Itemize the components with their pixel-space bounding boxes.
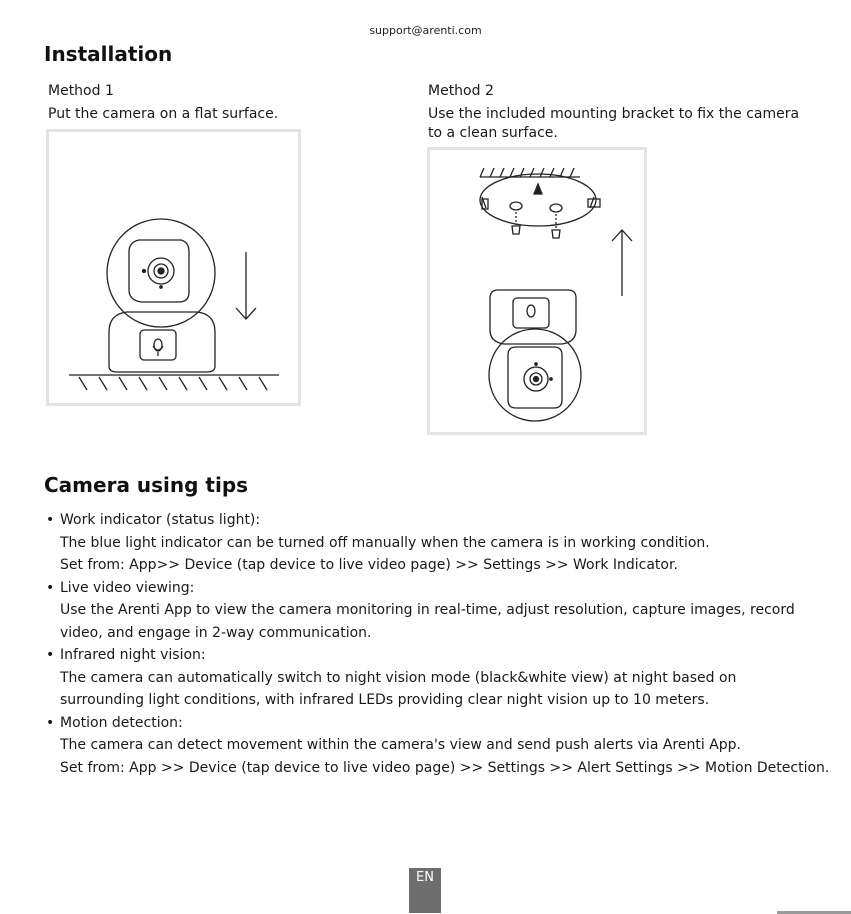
tip-text: Set from: App >> Device (tap device to live video page) >> Settings >> Alert Settings >> Motion Detection.	[60, 759, 830, 776]
tip-live-video	[46, 577, 836, 645]
support-email: support@arenti.com	[369, 24, 482, 37]
method1-figure	[46, 129, 301, 406]
tip-text: Use the Arenti App to view the camera monitoring in real-time, adjust resolution, capture images, record	[60, 602, 795, 618]
tip-text: The camera can automatically switch to night vision mode (black&white view) at night based on	[60, 669, 737, 686]
tip-text: surrounding light conditions, with infrared LEDs providing clear night vision up to 10 meters.	[60, 692, 710, 708]
language-tab: EN	[409, 868, 441, 913]
tip-text: video, and engage in 2-way communication.	[60, 624, 372, 641]
installation-title: Installation	[44, 42, 173, 66]
tip-text: The camera can detect movement within the camera's view and send push alerts via Arenti App.	[60, 737, 741, 753]
tip-night-vision	[46, 644, 836, 712]
method1-description: Put the camera on a flat surface.	[48, 106, 279, 122]
down-arrow-icon	[236, 252, 256, 319]
tips-title: Camera using tips	[44, 473, 249, 497]
method1-label: Method 1	[48, 83, 114, 99]
camera-on-surface-illustration	[49, 132, 298, 403]
tip-heading: • Infrared night vision:	[46, 644, 836, 667]
method2-description-line1: Use the included mounting bracket to fix the camera	[428, 106, 800, 122]
tip-work-indicator	[46, 509, 836, 577]
method2-description-line2: to a clean surface.	[428, 125, 558, 141]
tip-motion-detection	[46, 712, 836, 780]
tip-heading: • Motion detection:	[46, 712, 836, 735]
method2-figure	[427, 147, 647, 435]
tip-heading: • Work indicator (status light):	[46, 509, 836, 532]
up-arrow-icon	[612, 230, 632, 296]
tip-text: The blue light indicator can be turned off manually when the camera is in working condition.	[60, 534, 710, 551]
tip-heading: • Live video viewing:	[46, 577, 836, 600]
tip-text: Set from: App>> Device (tap device to live video page) >> Settings >> Work Indicator.	[60, 557, 678, 573]
method2-label: Method 2	[428, 83, 494, 99]
camera-bracket-mount-illustration	[430, 150, 644, 432]
tips-list	[46, 509, 836, 779]
